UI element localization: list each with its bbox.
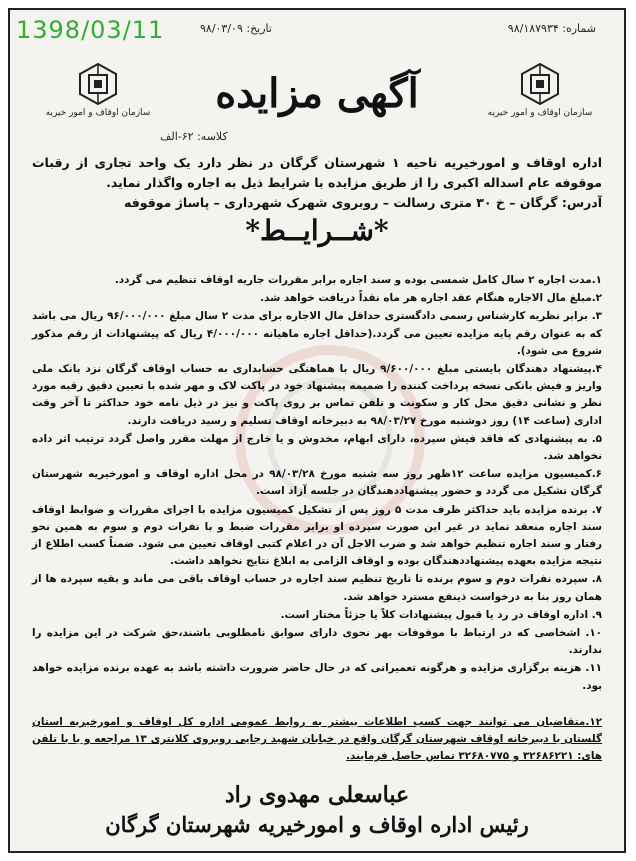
notice-class: کلاسه: ۶۲-الف (160, 130, 228, 143)
notice-number: شماره: ۹۸/۱۸۷۹۳۴ (507, 22, 596, 35)
condition-item: ۳. برابر نظریه کارشناس رسمی دادگستری حداقل مال الاجاره برای مدت ۲ سال مبلغ ۹۶/۰۰۰/۰۰۰ ریال می باشد که به عنوان رقم پایه مزایده تعیین می گردد.(حداقل اجاره ماهیانه ۴/۰۰۰/۰۰۰ ریال که پیشنهادات از رقم مذکور شروع می شود). (32, 310, 602, 357)
condition-item: ۸. سپرده نفرات دوم و سوم برنده تا تاریخ تنظیم سند اجاره در حساب اوقاف باقی می ماند و بقیه سپرده ها از همان روز بنا به درخواست ذینفع مسترد خواهد شد. (32, 573, 602, 603)
condition-item: ۹. اداره اوقاف در رد یا قبول پیشنهادات کلاً یا جزئاً مختار است. (280, 608, 602, 621)
contact-info (32, 714, 602, 765)
date-stamp: 1398/03/11 (16, 16, 165, 44)
condition-item: ۱۱. هزینه برگزاری مزایده و هرگونه تعمیراتی که در حال حاضر ضرورت داشته باشد به عهده برنده مزایده خواهد بود. (32, 662, 602, 692)
condition-item: ۵. به پیشنهادی که فاقد فیش سپرده، دارای ابهام، مخدوش و یا خارج از مهلت مقرر واصل گردد ترتیب اثر داده نخواهد شد. (32, 432, 602, 463)
signatory-role: رئیس اداره اوقاف و امورخیریه شهرستان گرگان (105, 812, 529, 837)
condition-item: ۴.پیشنهاد دهندگان بایستی مبلغ ۹/۶۰۰/۰۰۰ ریال با هماهنگی حسابداری به حساب اوقاف گرگان نزد بانک ملی واریز و فیش بانکی نسخه پرداخت کننده را ضمیمه پیشنهاد خود در پاکت لاک و مهر شده با تعیین دقیق رقبه مورد نظر و نشانی دقیق محل کار و سکونت و تلفن تماس بر روی پاکت و نیز در ذیل نامه خود حداکثر تا آخر وقت اداری (ساعت ۱۴) روز دوشنبه مورخ ۹۸/۰۳/۲۷ به دبیرخانه اوقاف تسلیم و رسید دریافت دارند. (32, 363, 602, 427)
intro-address: آدرس: گرگان – خ ۳۰ متری رسالت – روبروی شهرک شهرداری – پاساژ موقوفه (124, 195, 602, 210)
signatory-name: عباسعلی مهدوی راد (224, 782, 410, 808)
intro-text: اداره اوقاف و امورخیریه ناحیه ۱ شهرستان گرگان در نظر دارد یک واحد تجاری از رقبات موقوفه عام اسداله اکبری را از طریق مزایده با شرایط ذیل به اجاره واگذار نماید. (32, 155, 602, 190)
condition-item: ۷. برنده مزایده باید حداکثر ظرف مدت ۵ روز پس از تشکیل کمیسیون مزایده با اجرای مقررات و ضوابط اوقاف سند اجاره منعقد نماید در غیر این صورت سپرده او برابر مقررات ضبط و با نفرات دوم و سوم به همین نحو رفتار و سند اجاره تنظیم خواهد شد و ضرب الاجل آن در اعلام کتبی اوقاف تعیین می شود. ضمناً کسب اطلاع از نتیجه مزایده بعهده پیشنهاددهندگان بوده و اوقاف الزامی به ابلاغ نتایج نخواهد داشت. (32, 503, 602, 568)
conditions-list (32, 272, 602, 696)
page-title: آگهی مزایده (215, 70, 419, 117)
notice-date: تاریخ: ۹۸/۰۳/۰۹ (200, 22, 272, 35)
logo-caption-right: سازمان اوقاف و امور خیریه (487, 108, 593, 118)
condition-item: ۲.مبلغ مال الاجاره هنگام عقد اجاره هر ماه نقداً دریافت خواهد شد. (260, 292, 602, 305)
condition-item: ۱۰. اشخاصی که در ارتباط با موقوفات بهر نحوی دارای سوابق نامطلوبی باشند،حق شرکت در این مزایده را ندارند. (32, 627, 602, 657)
intro (32, 153, 602, 213)
contact-text: ۱۲.متقاضیان می توانند جهت کسب اطلاعات بیشتر به روابط عمومی اداره کل اوقاف و امورخیریه استان گلستان یا دبیرخانه اوقاف شهرستان گرگان واقع در خیابان شهید رجایی روبروی کلانتری ۱۳ مراجعه و یا با تلفن های: ۳۲۶۸۶۲۲۱ و ۳۲۶۸۰۷۷۵ تماس حاصل فرمایند. (32, 716, 602, 762)
condition-item: ۶.کمیسیون مزایده ساعت ۱۲ظهر روز سه شنبه مورخ ۹۸/۰۳/۲۸ در محل اداره اوقاف و امورخیریه شهرستان گرگان تشکیل می گردد و حضور پیشنهاددهندگان در جلسه آزاد است. (32, 468, 602, 498)
conditions-title: *شــرایــط* (245, 214, 389, 247)
condition-item: ۱.مدت اجاره ۲ سال کامل شمسی بوده و سند اجاره برابر مقررات جاریه اوقاف تنظیم می گردد. (114, 274, 602, 286)
signature-block (10, 780, 624, 840)
notice-page (8, 8, 626, 853)
logo-caption-left: سازمان اوقاف و امور خیریه (45, 108, 151, 118)
